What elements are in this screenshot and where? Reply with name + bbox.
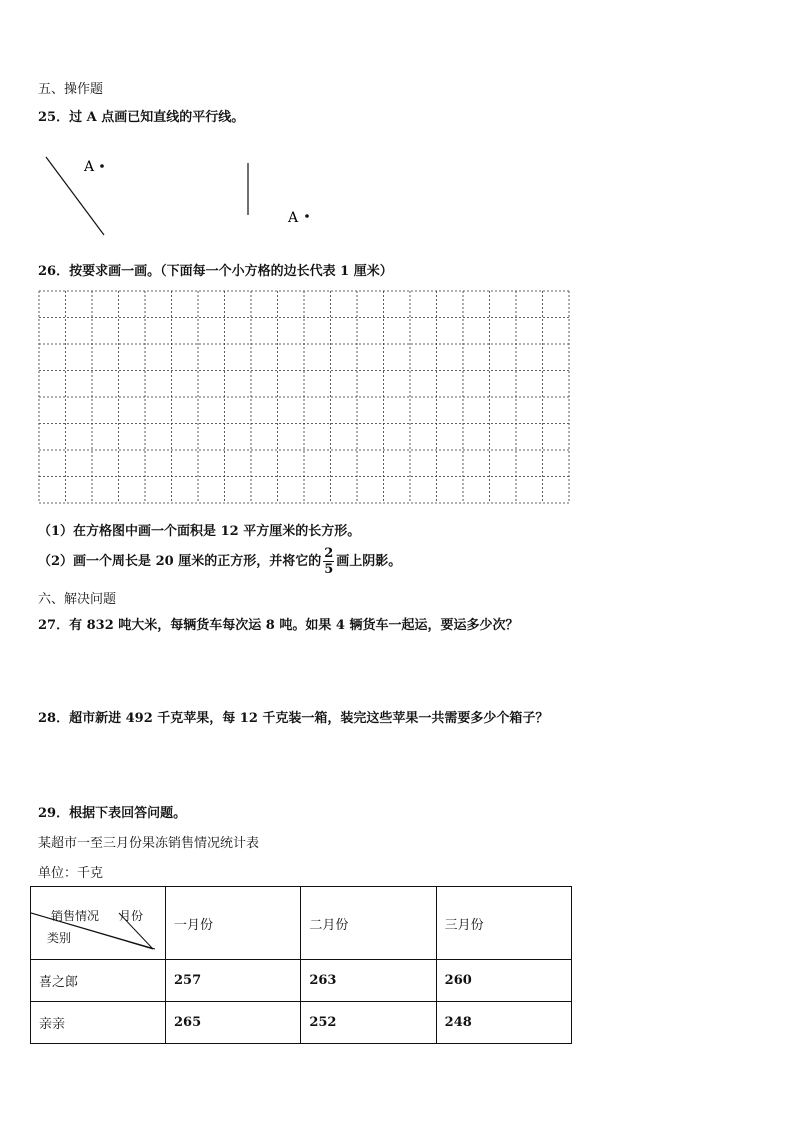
row-name: 喜之郎 (31, 960, 166, 1002)
q26-sub2-before: （2）画一个周长是 20 厘米的正方形，并将它的 (38, 554, 322, 569)
cell-value: 260 (436, 960, 571, 1002)
header-month-2: 二月份 (301, 887, 436, 960)
table-title: 某超市一至三月份果冻销售情况统计表 (38, 836, 260, 851)
point-a-dot-1 (100, 164, 104, 168)
header-month-3: 三月份 (436, 887, 571, 960)
table-row (31, 960, 572, 1002)
square-grid[interactable] (38, 290, 570, 504)
section5-title: 五、操作题 (38, 82, 104, 97)
point-a-label-1: A (84, 159, 95, 175)
cell-value: 252 (301, 1002, 436, 1044)
cell-value: 263 (301, 960, 436, 1002)
header-month-1: 一月份 (166, 887, 301, 960)
q26-sub2 (38, 547, 401, 576)
q27-text: 27．有 832 吨大米，每辆货车每次运 8 吨。如果 4 辆货车一起运，要运多少次？ (38, 618, 519, 633)
given-line-slanted (46, 157, 104, 235)
diagonal-header-cell (31, 887, 166, 960)
section6-title: 六、解决问题 (38, 592, 117, 607)
diag-label-category: 类别 (47, 931, 72, 945)
cell-value: 248 (436, 1002, 571, 1044)
point-a-label-2: A (288, 210, 299, 226)
table-row (31, 1002, 572, 1044)
diag-label-month: 月份 (119, 909, 144, 923)
diag-label-sales: 销售情况 (51, 909, 100, 923)
q26-sub1: （1）在方格图中画一个面积是 12 平方厘米的长方形。 (38, 524, 361, 539)
fraction-two-fifths (323, 547, 334, 576)
row-name: 亲亲 (31, 1002, 166, 1044)
sales-table (30, 886, 572, 1044)
q26-text: 26．按要求画一画。（下面每一个小方格的边长代表 1 厘米） (38, 264, 393, 279)
cell-value: 265 (166, 1002, 301, 1044)
fraction-numerator: 2 (324, 546, 334, 561)
fraction-denominator: 5 (324, 562, 334, 577)
q28-text: 28．超市新进 492 千克苹果，每 12 千克装一箱，装完这些苹果一共需要多少个箱子？ (38, 711, 549, 726)
point-a-dot-2 (305, 214, 309, 218)
q26-sub2-after: 画上阴影。 (336, 554, 402, 569)
cell-value: 257 (166, 960, 301, 1002)
q25-text: 25．过 A 点画已知直线的平行线。 (38, 110, 245, 125)
q25-figure (0, 140, 794, 250)
table-unit: 单位：千克 (38, 866, 104, 881)
table-header-row (31, 887, 572, 960)
q29-text: 29．根据下表回答问题。 (38, 806, 187, 821)
